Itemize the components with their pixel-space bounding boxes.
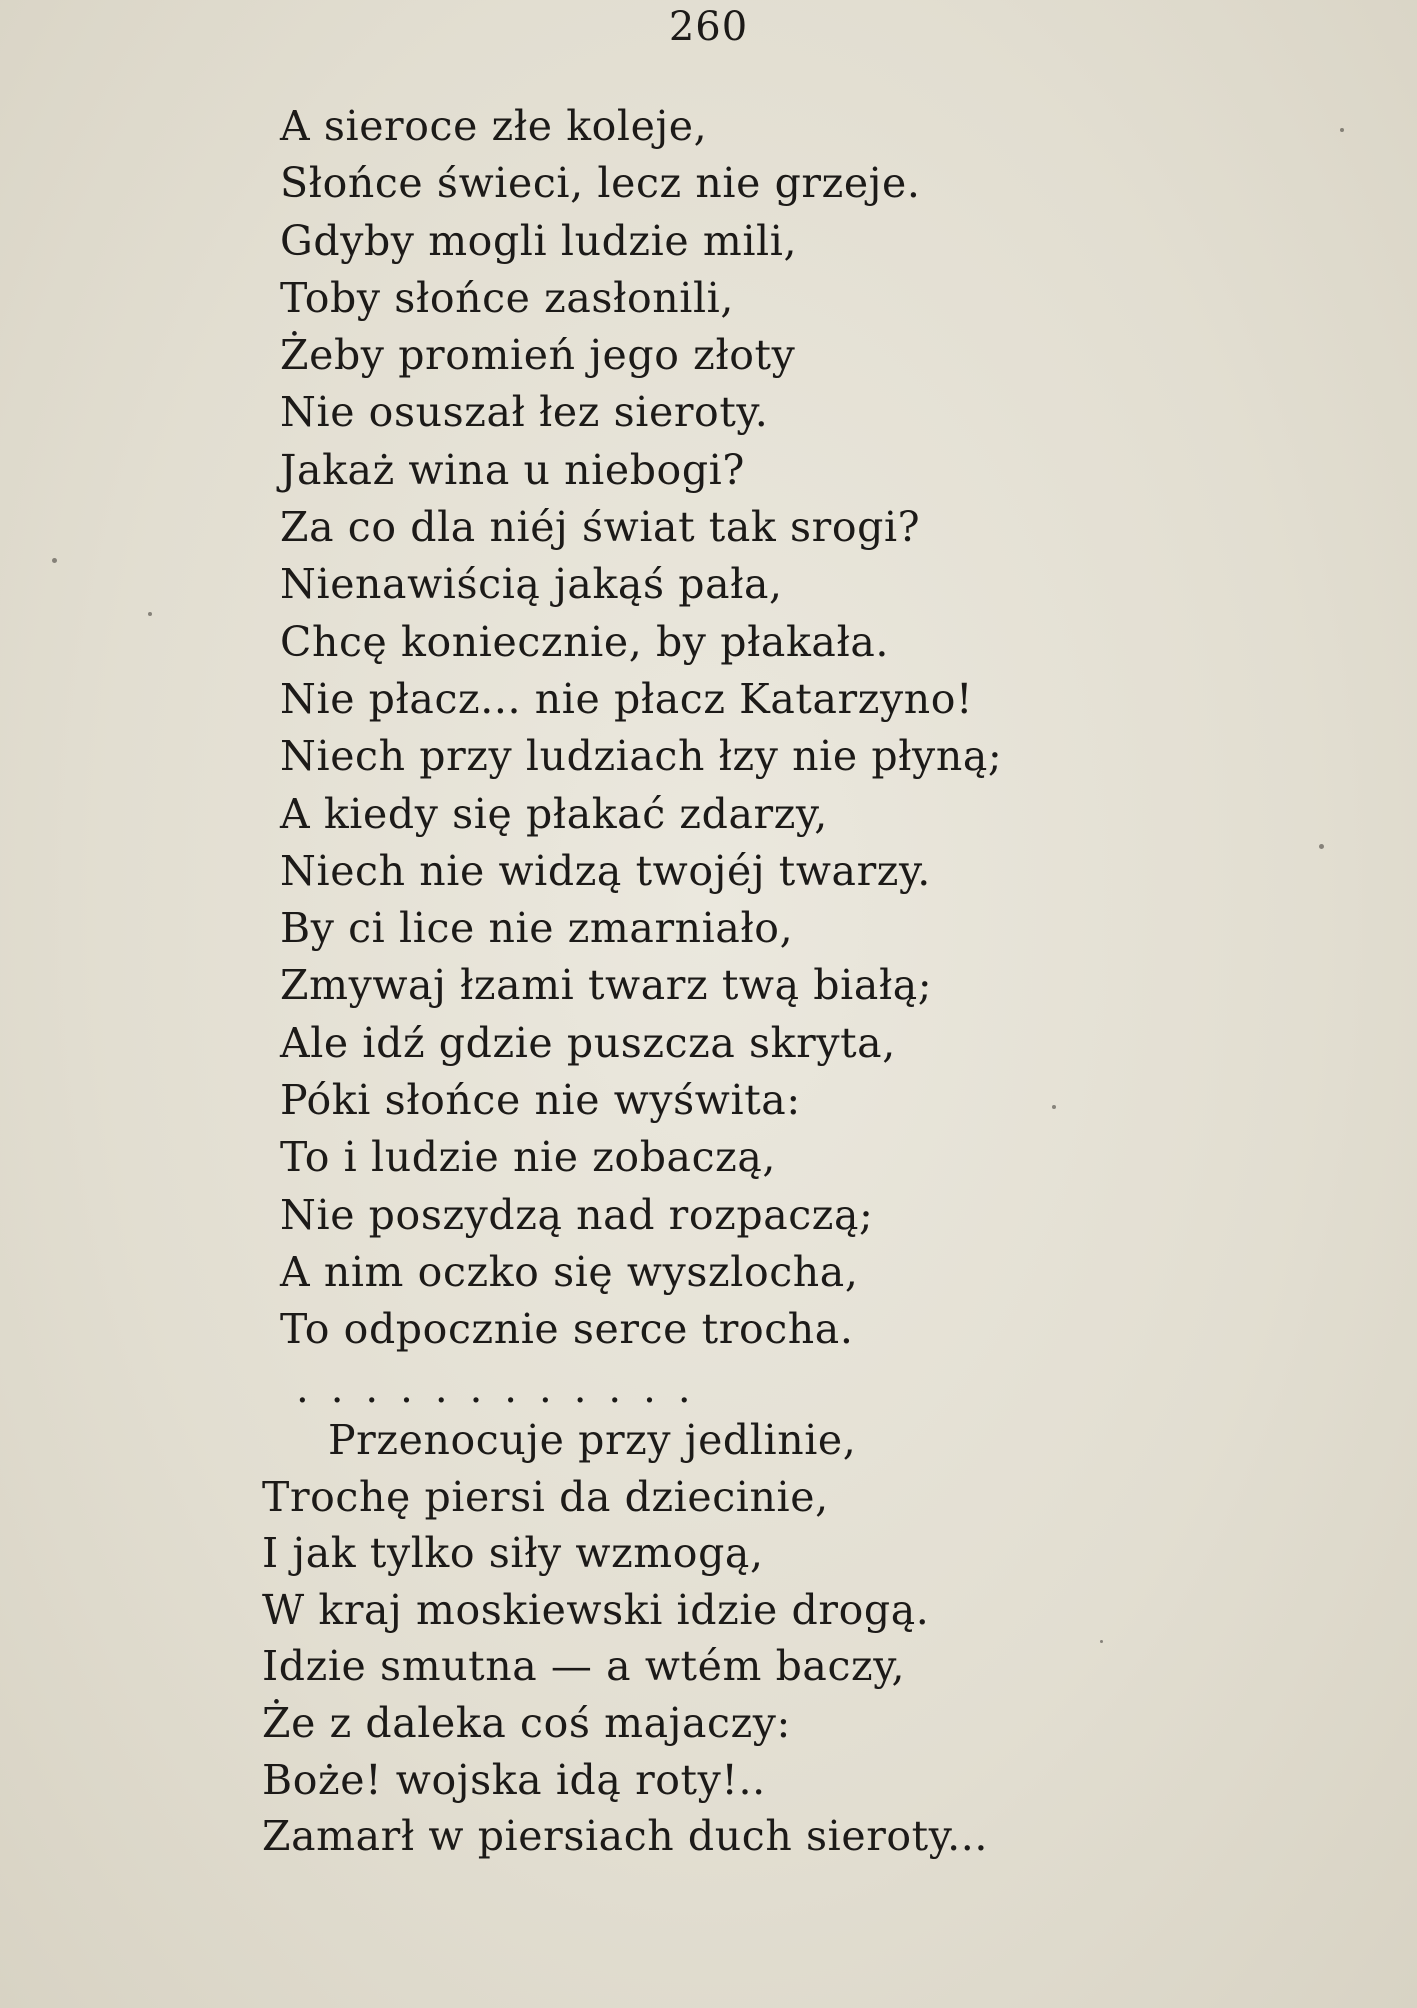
poem-line: Toby słońce zasłonili,	[280, 273, 735, 322]
poem-line: Żeby promień jego złoty	[280, 331, 796, 380]
poem-line: I jak tylko siły wzmogą,	[262, 1529, 764, 1578]
poem-line: Trochę piersi da dziecinie,	[262, 1472, 829, 1521]
poem-line: A nim oczko się wyszlocha,	[280, 1247, 859, 1296]
page-number: 260	[668, 4, 749, 50]
poem-stanza-2	[262, 1412, 988, 1865]
poem-line: Gdyby mogli ludzie mili,	[280, 216, 798, 265]
poem-line: A kiedy się płakać zdarzy,	[280, 789, 828, 838]
poem-line: Nienawiścią jakąś pała,	[280, 560, 783, 609]
paper-speck	[1319, 844, 1324, 849]
paper-speck	[1100, 1640, 1103, 1643]
poem-line: W kraj moskiewski idzie drogą.	[262, 1585, 930, 1634]
poem-line: Boże! wojska idą roty!..	[262, 1755, 766, 1804]
poem-line: Zmywaj łzami twarz twą białą;	[280, 961, 933, 1010]
paper-speck	[52, 558, 57, 563]
poem-line: A sieroce złe koleje,	[280, 102, 708, 150]
poem-line: Zamarł w piersiach duch sieroty...	[262, 1812, 988, 1861]
poem-line: Niech nie widzą twojéj twarzy.	[280, 846, 931, 895]
poem-line: Chcę koniecznie, by płakała.	[280, 617, 890, 666]
paper-speck	[148, 612, 152, 616]
poem-line: Ale idź gdzie puszcza skryta,	[280, 1018, 896, 1067]
poem-line: Nie osuszał łez sieroty.	[280, 388, 769, 437]
poem-line: Jakaż wina u niebogi?	[280, 445, 745, 494]
poem-line: To i ludzie nie zobaczą,	[280, 1133, 777, 1182]
poem-line: To odpocznie serce trocha.	[280, 1305, 854, 1354]
poem-line: Że z daleka coś majaczy:	[262, 1698, 791, 1747]
paper-speck	[1052, 1105, 1056, 1109]
stanza-separator: ............	[296, 1366, 713, 1412]
paper-speck	[1340, 128, 1344, 132]
poem-line: Słońce świeci, lecz nie grzeje.	[280, 159, 921, 208]
poem-line: Nie poszydzą nad rozpaczą;	[280, 1190, 874, 1239]
poem-line: By ci lice nie zmarniało,	[280, 904, 794, 953]
poem-line: Przenocuje przy jedlinie,	[328, 1416, 857, 1464]
poem-line: Niech przy ludziach łzy nie płyną;	[280, 732, 1003, 781]
poem-line: Idzie smutna — a wtém baczy,	[262, 1642, 906, 1691]
poem-line: Póki słońce nie wyświta:	[280, 1076, 801, 1125]
poem-line: Nie płacz... nie płacz Katarzyno!	[280, 674, 974, 723]
poem-line: Za co dla niéj świat tak srogi?	[280, 503, 921, 552]
poem-stanza-1	[280, 98, 1002, 1359]
